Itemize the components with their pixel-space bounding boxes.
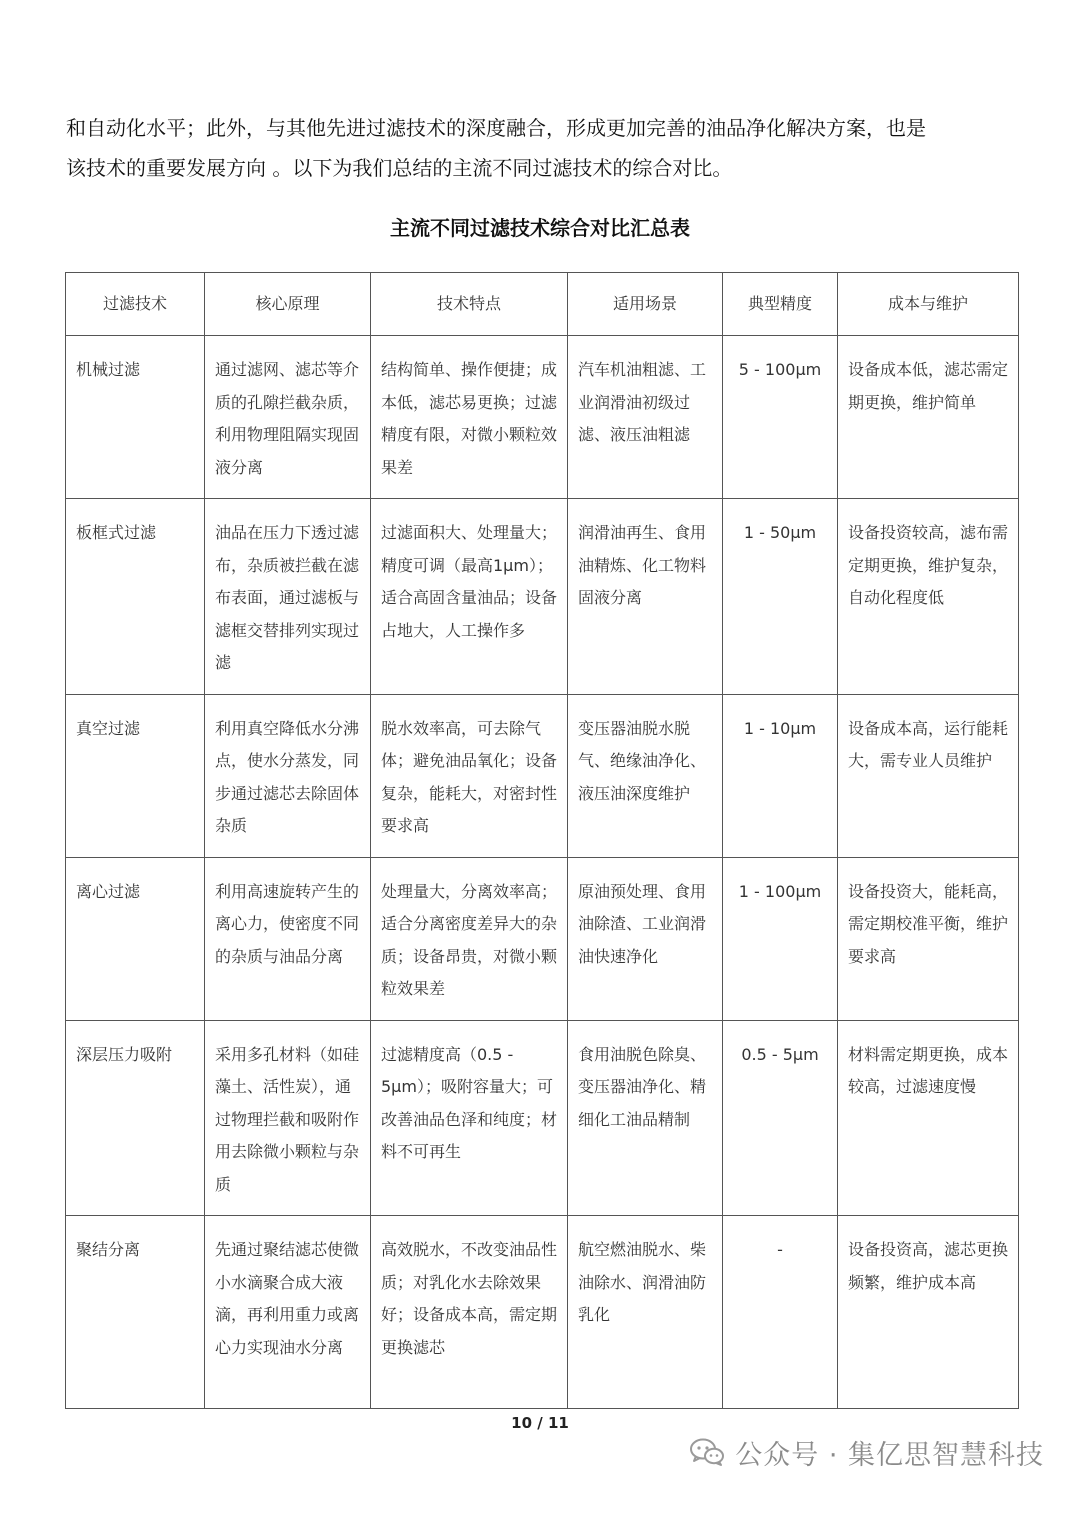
cell-principle: 采用多孔材料（如硅藻土、活性炭），通过物理拦截和吸附作用去除微小颗粒与杂质 [205,1020,371,1216]
table-row [66,1216,1019,1409]
intro-line: 和自动化水平；此外，与其他先进过滤技术的深度融合，形成更加完善的油品净化解决方案，也是 [66,116,926,140]
table-title: 主流不同过滤技术综合对比汇总表 [390,216,690,240]
cell-features: 高效脱水，不改变油品性质；对乳化水去除效果好；设备成本高，需定期更换滤芯 [371,1216,568,1409]
intro-paragraph [66,108,1026,188]
cell-scenarios: 食用油脱色除臭、变压器油净化、精细化工油品精制 [568,1020,723,1216]
cell-cost: 设备投资较高，滤布需定期更换，维护复杂，自动化程度低 [838,499,1019,695]
table-row [66,694,1019,857]
comparison-table [65,272,1019,1409]
table-row [66,857,1019,1020]
cell-principle: 利用高速旋转产生的离心力，使密度不同的杂质与油品分离 [205,857,371,1020]
cell-tech: 机械过滤 [66,336,205,499]
cell-scenarios: 润滑油再生、食用油精炼、化工物料固液分离 [568,499,723,695]
cell-features: 处理量大，分离效率高；适合分离密度差异大的杂质；设备昂贵，对微小颗粒效果差 [371,857,568,1020]
cell-tech: 板框式过滤 [66,499,205,695]
cell-precision: 0.5 - 5μm [723,1020,838,1216]
table-header-row [66,273,1019,336]
cell-tech: 聚结分离 [66,1216,205,1409]
table-row [66,1020,1019,1216]
table-row [66,499,1019,695]
header-principle: 核心原理 [205,273,371,336]
header-tech: 过滤技术 [66,273,205,336]
cell-precision: 5 - 100μm [723,336,838,499]
watermark-text: 公众号 · 集亿思智慧科技 [735,1439,1044,1471]
cell-scenarios: 变压器油脱水脱气、绝缘油净化、液压油深度维护 [568,694,723,857]
cell-cost: 设备投资大，能耗高，需定期校准平衡，维护要求高 [838,857,1019,1020]
cell-features: 过滤精度高（0.5 - 5μm）；吸附容量大；可改善油品色泽和纯度；材料不可再生 [371,1020,568,1216]
cell-precision: 1 - 100μm [723,857,838,1020]
header-precision: 典型精度 [723,273,838,336]
cell-precision: 1 - 50μm [723,499,838,695]
cell-scenarios: 原油预处理、食用油除渣、工业润滑油快速净化 [568,857,723,1020]
cell-precision: - [723,1216,838,1409]
header-scenarios: 适用场景 [568,273,723,336]
cell-principle: 通过滤网、滤芯等介质的孔隙拦截杂质，利用物理阻隔实现固液分离 [205,336,371,499]
cell-features: 脱水效率高，可去除气体；避免油品氧化；设备复杂，能耗大，对密封性要求高 [371,694,568,857]
header-cost: 成本与维护 [838,273,1019,336]
table-row [66,336,1019,499]
cell-principle: 油品在压力下透过滤布，杂质被拦截在滤布表面，通过滤板与滤框交替排列实现过滤 [205,499,371,695]
header-features: 技术特点 [371,273,568,336]
page-number: 10 / 11 [511,1414,569,1432]
cell-features: 过滤面积大、处理量大；精度可调（最高1μm）；适合高固含量油品；设备占地大，人工操作多 [371,499,568,695]
cell-precision: 1 - 10μm [723,694,838,857]
cell-cost: 材料需定期更换，成本较高，过滤速度慢 [838,1020,1019,1216]
cell-tech: 深层压力吸附 [66,1020,205,1216]
cell-tech: 离心过滤 [66,857,205,1020]
cell-principle: 先通过聚结滤芯使微小水滴聚合成大液滴，再利用重力或离心力实现油水分离 [205,1216,371,1409]
wechat-icon [689,1437,725,1467]
cell-cost: 设备投资高，滤芯更换频繁，维护成本高 [838,1216,1019,1409]
cell-tech: 真空过滤 [66,694,205,857]
cell-features: 结构简单、操作便捷；成本低，滤芯易更换；过滤精度有限，对微小颗粒效果差 [371,336,568,499]
watermark [689,1430,1044,1474]
cell-principle: 利用真空降低水分沸点，使水分蒸发，同步通过滤芯去除固体杂质 [205,694,371,857]
cell-scenarios: 汽车机油粗滤、工业润滑油初级过滤、液压油粗滤 [568,336,723,499]
cell-cost: 设备成本低，滤芯需定期更换，维护简单 [838,336,1019,499]
cell-cost: 设备成本高，运行能耗大，需专业人员维护 [838,694,1019,857]
cell-scenarios: 航空燃油脱水、柴油除水、润滑油防乳化 [568,1216,723,1409]
intro-line: 该技术的重要发展方向 。以下为我们总结的主流不同过滤技术的综合对比。 [66,156,733,180]
